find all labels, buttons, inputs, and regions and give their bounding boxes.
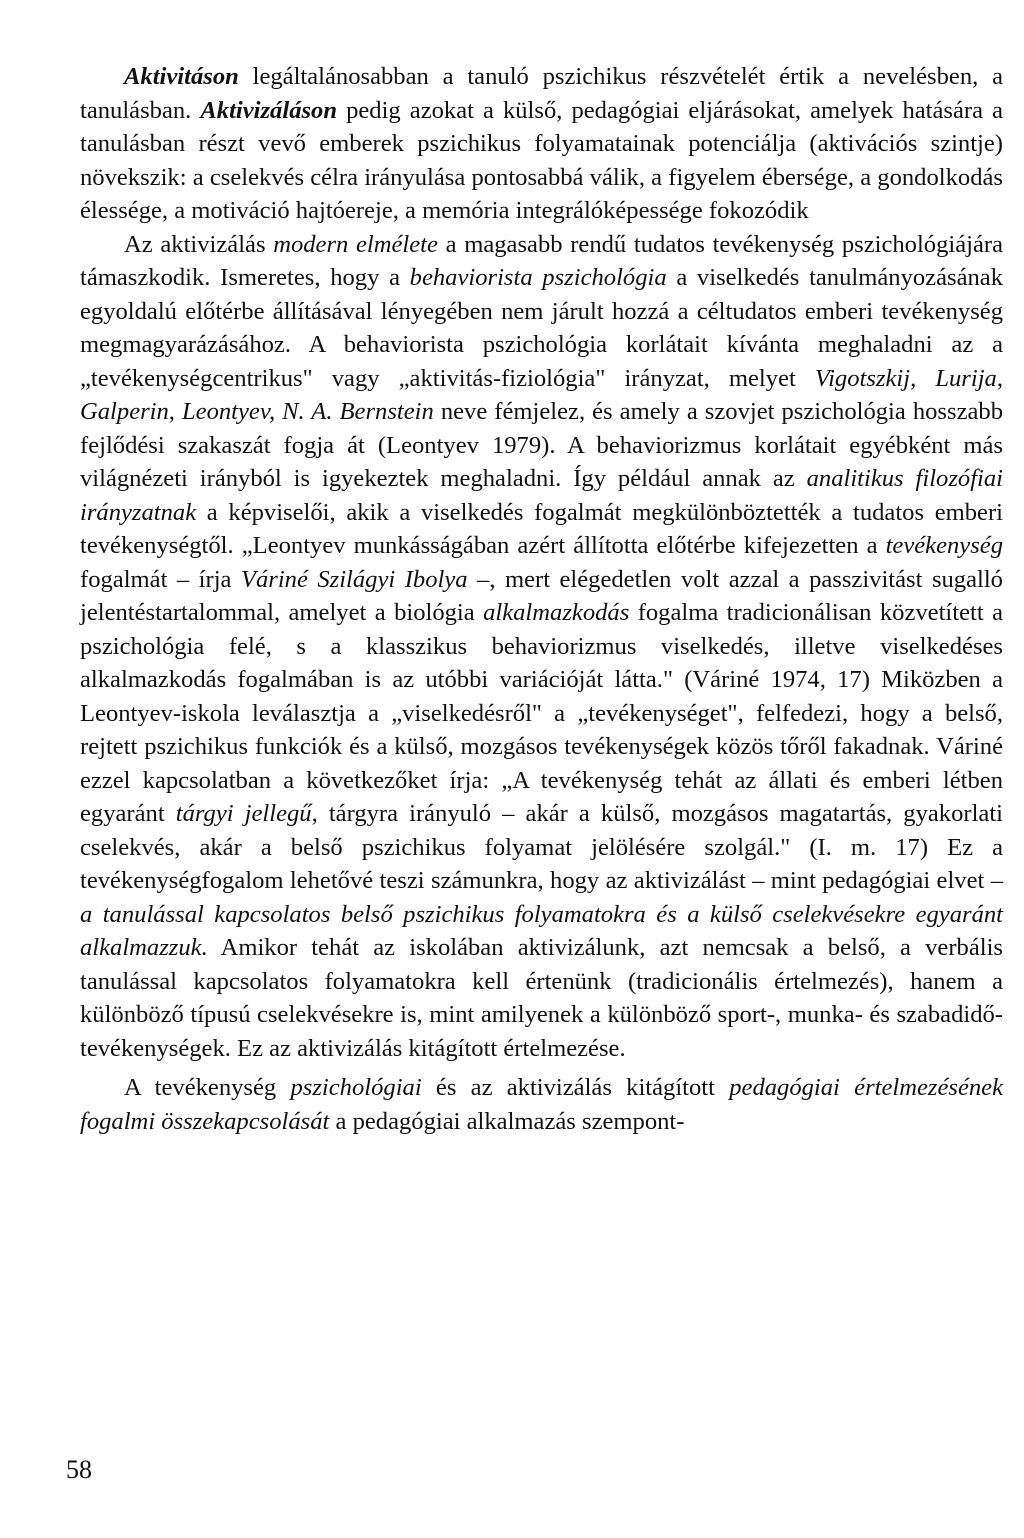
italic-segment: a tanulással kapcsolatos belső pszichikus folyamatokra és a külső cselekvésekre egyaránt alkalmazzuk.	[80, 900, 1003, 961]
italic-segment: behaviorista pszichológia	[409, 264, 667, 291]
text-segment: Amikor tehát az iskolában aktivizálunk, azt nemcsak a belső, a verbális tanulással kapcsolatos folyamatokra kell értenünk (tradicionális értelmezés), hanem a különböző típusú cselekvésekre is, mint amilyenek a különböző sport-, munka- és szabadidő-tevékenységek. Ez az aktivizálás kitágított értelmezése.	[80, 934, 1003, 1062]
text-segment: –, mert elégedetlen volt azzal a passzivitást sugalló jelentéstartalommal, amelyet a biológia	[80, 565, 1003, 626]
italic-segment: analitikus filozófiai irányzatnak	[80, 465, 1003, 526]
italic-segment: modern elmélete	[273, 230, 438, 258]
text-segment: , tárgyra irányuló – akár a külső, mozgásos magatartás, gyakorlati cselekvés, akár a belső pszichikus folyamat jelölésére szolgál." (I. m. 17) Ez a tevékenységfogalom lehetővé teszi számunkra, hogy az aktivizálást – mint pedagógiai elvet –	[80, 800, 1003, 894]
italic-segment: pedagógiai értelmezésének fogalmi összekapcsolását	[80, 1074, 1003, 1135]
paragraph-3	[80, 1071, 1003, 1138]
text-segment: neve fémjelez, és amely a szovjet pszichológia hosszabb fejlődési szakaszát fogja át (Leontyev 1979). A behaviorizmus korlátait egyébként más világnézeti irányból is igyekeztek meghaladni. Így például annak az	[80, 398, 1003, 492]
text-segment: fogalma tradicionálisan közvetített a pszichológia felé, s a klasszikus behaviorizmus viselkedés, illetve viselkedéses alkalmazkodás fogalmában is az utóbbi variációját látta." (Váriné 1974, 17) Miközben a Leontyev-iskola leválasztja a „viselkedésről" a „tevékenységet", felfedezi, hogy a belső, rejtett pszichikus funkciók és a külső, mozgásos tevékenységek közös tőről fakadnak. Váriné ezzel kapcsolatban a következőket írja: „A tevékenység tehát az állati és emberi létben egyaránt	[80, 599, 1003, 827]
italic-segment: Vigotszkij, Lurija, Galperin, Leontyev, N. A. Bernstein	[80, 364, 1003, 425]
italic-segment: pszichológiai	[290, 1074, 422, 1101]
italic-segment: Váriné Szilágyi Ibolya	[240, 565, 468, 593]
paragraph-1	[80, 60, 1003, 228]
italic-segment: tárgyi jellegű	[175, 800, 312, 827]
text-segment: és az aktivizálás kitágított	[421, 1074, 730, 1101]
text-segment: pedig azokat a külső, pedagógiai eljárásokat, amelyek hatására a tanulásban részt vevő emberek pszichikus folyamatainak potenciálja (aktivációs szintje) növekszik: a cselekvés célra irányulása pontosabbá válik, a figyelem ébersége, a gondolkodás élessége, a motiváció hajtóereje, a memória integrálóképessége fokozódik	[80, 96, 1003, 224]
text-segment: a képviselői, akik a viselkedés fogalmát megkülönböztették a tudatos emberi tevékenységtől. „Leontyev munkásságában azért állította előtérbe kifejezetten a	[80, 498, 1003, 559]
text-segment: a viselkedés tanulmányozásának egyoldalú előtérbe állításával lényegében nem járult hozzá a céltudatos emberi tevékenység megmagyarázásához. A behaviorista pszichológia korlátait kívánta meghaladni az a „tevékenységcentrikus" vagy „aktivitás-fiziológia" irányzat, melyet	[80, 264, 1004, 392]
text-segment: a magasabb rendű tudatos tevékenység pszichológiájára támaszkodik. Ismeretes, hogy a	[80, 230, 1003, 291]
text-segment: fogalmát – írja	[80, 565, 241, 593]
text-segment: A tevékenység	[124, 1074, 291, 1101]
term-aktivizalas: Aktivizáláson	[200, 96, 338, 124]
text-segment: a pedagógiai alkalmazás szempont-	[329, 1107, 685, 1135]
term-aktivitas: Aktivitáson	[124, 63, 239, 90]
page-text-body	[80, 60, 1003, 1138]
paragraph-2	[80, 228, 1003, 1066]
italic-segment: tevékenység	[885, 532, 1003, 559]
text-segment: legáltalánosabban a tanuló pszichikus részvételét értik a nevelésben, a tanulásban.	[80, 63, 1003, 124]
italic-segment: alkalmazkodás	[483, 599, 630, 626]
text-segment: Az aktivizálás	[124, 230, 274, 258]
page-number: 58	[66, 1455, 92, 1484]
